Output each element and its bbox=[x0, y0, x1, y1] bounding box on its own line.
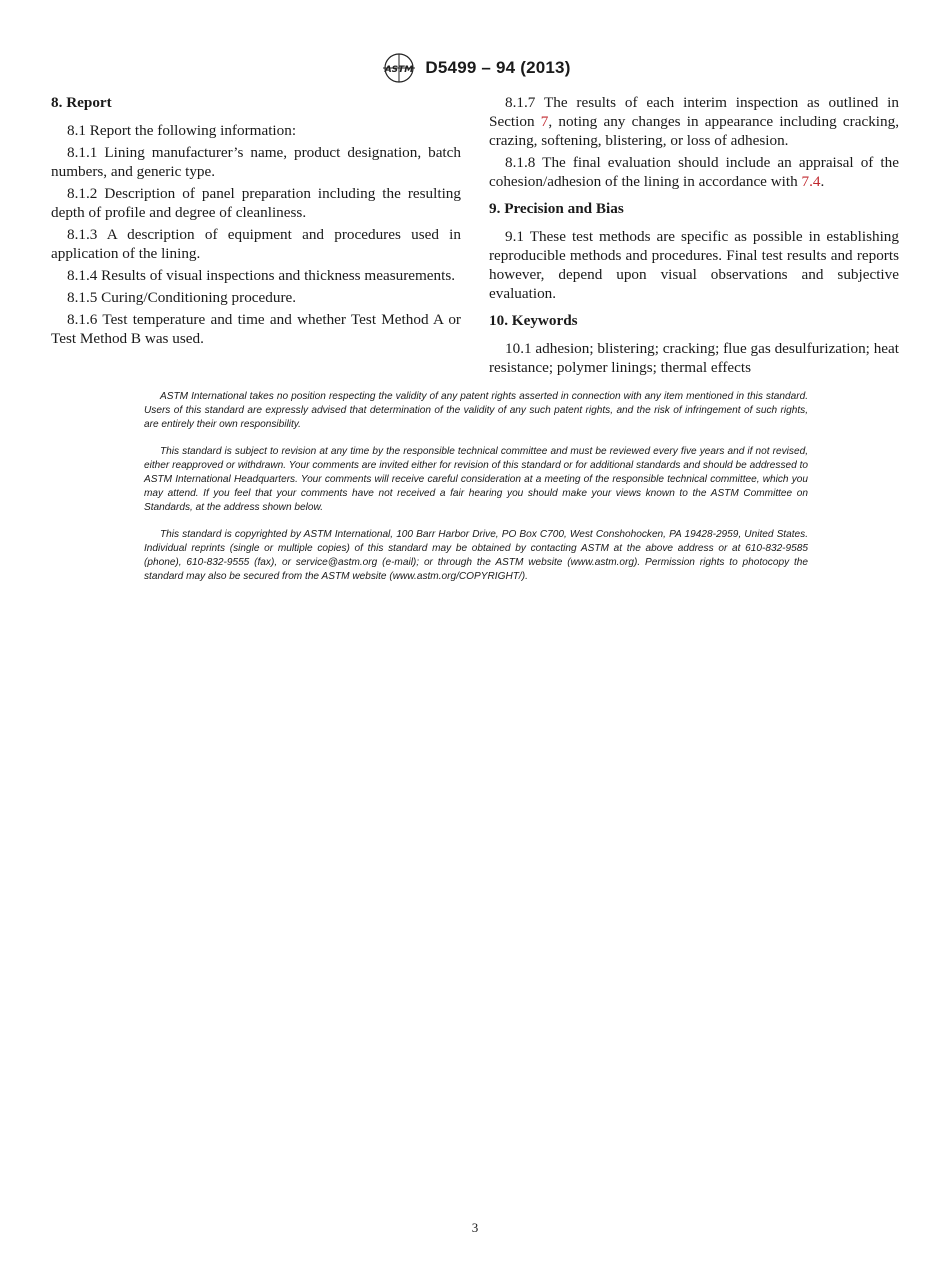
paragraph-8-1-5: 8.1.5 Curing/Conditioning procedure. bbox=[67, 289, 297, 306]
paragraph-8-1-3: 8.1.3 A description of equipment and procedures used in application of the lining. bbox=[51, 226, 461, 262]
svg-text:ASTM: ASTM bbox=[385, 65, 414, 75]
paragraph-8-1-6: 8.1.6 Test temperature and time and whether Test Method A or Test Method B was used. bbox=[51, 311, 461, 347]
paragraph-text: 8.1.7 The results of each interim inspection as outlined in Section bbox=[489, 94, 899, 130]
left-column bbox=[51, 93, 461, 351]
section-7-link[interactable]: 7 bbox=[540, 113, 549, 130]
paragraph-text: 8.1.8 The final evaluation should include an appraisal of the cohesion/adhesion of the lining in accordance with bbox=[489, 154, 899, 190]
page-header bbox=[0, 52, 950, 84]
page-number: 3 bbox=[471, 1220, 479, 1235]
section-heading-9: 9. Precision and Bias bbox=[489, 200, 624, 217]
paragraph-8-1-7 bbox=[489, 93, 899, 150]
paragraph-8-1-4: 8.1.4 Results of visual inspections and thickness measurements. bbox=[67, 267, 456, 284]
section-heading-10: 10. Keywords bbox=[489, 312, 578, 329]
paragraph-8-1-8 bbox=[489, 153, 899, 191]
copyright-notice: This standard is copyrighted by ASTM International, 100 Barr Harbor Drive, PO Box C700, West Conshohocken, PA 19428-2959, United States. Individual reprints (single or multiple copies) of this standard may be obtained by contacting ASTM at the above address or at 610-832-9585 (phone), 610-832-9555 (fax), or service@astm.org (e-mail); or through the ASTM website (www.astm.org). Permission rights to photocopy the standard may also be secured from the ASTM website (www.astm.org/COPYRIGHT/). bbox=[144, 529, 808, 582]
standard-designation: D5499 – 94 (2013) bbox=[425, 58, 571, 77]
section-7-4-link[interactable]: 7.4 bbox=[801, 173, 821, 190]
legal-notices bbox=[144, 390, 808, 598]
paragraph-8-1-1: 8.1.1 Lining manufacturer’s name, product designation, batch numbers, and generic type. bbox=[51, 144, 461, 180]
patent-notice: ASTM International takes no position respecting the validity of any patent rights asserted in connection with any item mentioned in this standard. Users of this standard are expressly advised that determination of the validity of any such patent rights, and the risk of infringement of such rights, are entirely their own responsibility. bbox=[144, 391, 808, 430]
paragraph-8-1-2: 8.1.2 Description of panel preparation including the resulting depth of profile and degree of cleanliness. bbox=[51, 185, 461, 221]
astm-logo-icon bbox=[379, 52, 419, 84]
right-column bbox=[489, 93, 899, 380]
paragraph-9-1: 9.1 These test methods are specific as possible in establishing reproducible methods and procedures. Final test results and reports however, depend upon visual observations and subjective evaluation. bbox=[489, 228, 899, 302]
paragraph-10-1: 10.1 adhesion; blistering; cracking; flue gas desulfurization; heat resistance; polymer linings; thermal effects bbox=[489, 340, 899, 376]
paragraph-text: , noting any changes in appearance including cracking, crazing, softening, blistering, or loss of adhesion. bbox=[489, 113, 900, 149]
revision-notice: This standard is subject to revision at any time by the responsible technical committee and must be reviewed every five years and if not revised, either reapproved or withdrawn. Your comments are invited either for revision of this standard or for additional standards and should be addressed to ASTM International Headquarters. Your comments will receive careful consideration at a meeting of the responsible technical committee, which you may attend. If you feel that your comments have not received a fair hearing you should make your views known to the ASTM Committee on Standards, at the address shown below. bbox=[144, 446, 808, 513]
paragraph-8-1: 8.1 Report the following information: bbox=[67, 122, 297, 139]
section-heading-8: 8. Report bbox=[51, 94, 112, 111]
paragraph-text: . bbox=[820, 173, 825, 190]
